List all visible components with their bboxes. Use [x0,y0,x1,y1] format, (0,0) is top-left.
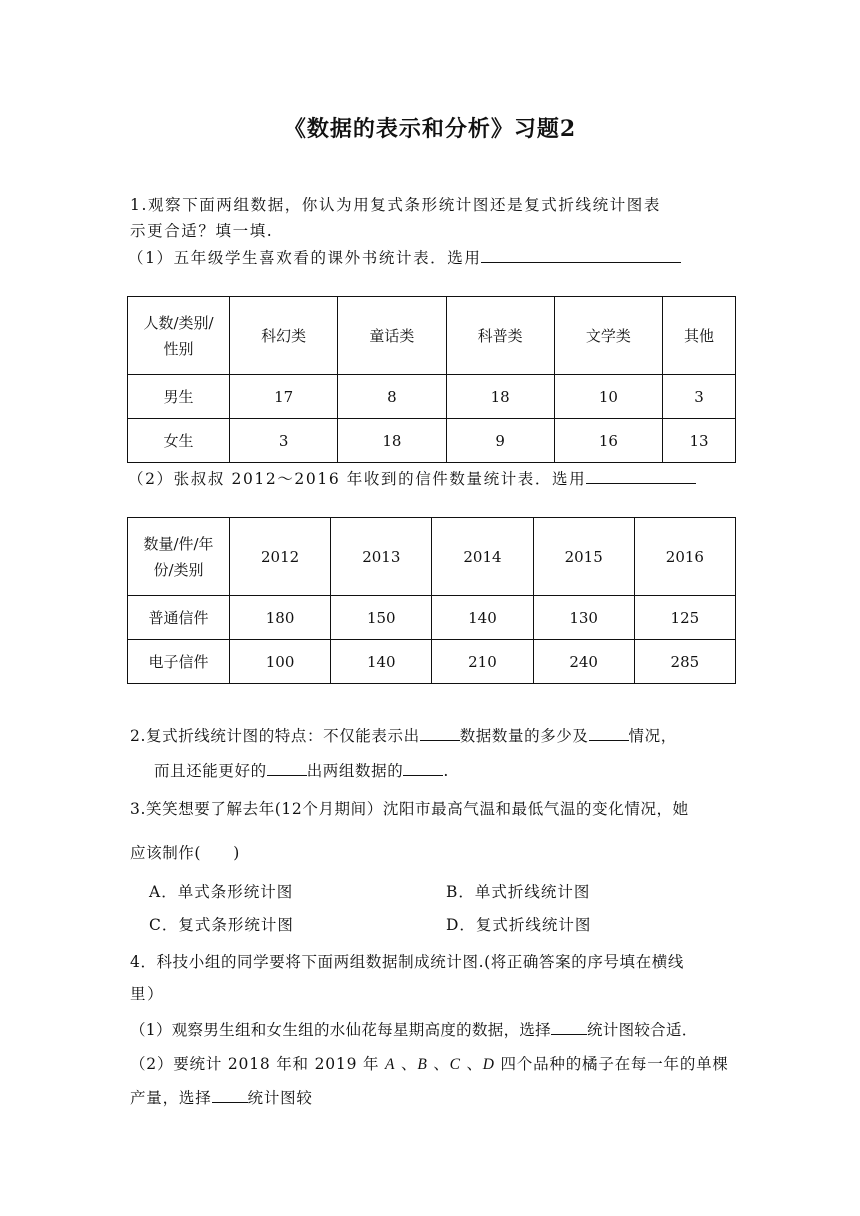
table2-cell: 180 [230,596,331,640]
q1-part1-text: （1）五年级学生喜欢看的课外书统计表．选用 [128,249,482,267]
q1-stem-line2: 示更合适？填一填. [130,222,274,240]
q4-part2: （2）要统计 2018 年和 2019 年 A 、B 、C 、D 四个品种的橘子在每一年的单棵 [130,1055,729,1073]
q2-blank-3[interactable] [267,759,307,776]
q2-blank-1[interactable] [420,724,460,741]
table-row [128,375,736,419]
table1-row-label: 女生 [128,419,230,463]
table1-col-header: 童话类 [338,297,446,375]
table2-cell: 210 [432,640,533,684]
q4-part3: 产量，选择 统计图较 [130,1085,313,1111]
table2-col-header: 2015 [533,518,634,596]
table2-col-header: 2014 [432,518,533,596]
table1-cell: 10 [554,375,662,419]
table1-col-header: 科幻类 [230,297,338,375]
table2-cell: 140 [432,596,533,640]
q1-table2 [127,517,736,684]
table2-cell: 285 [634,640,735,684]
q1-part1 [128,245,681,271]
table2-cell: 100 [230,640,331,684]
variety-c-label: C [449,1056,461,1073]
q3-option-c[interactable]: C．复式条形统计图 [149,916,294,934]
table-row [128,640,736,684]
q1-part2-answer-blank[interactable] [586,467,696,484]
q2-blank-4[interactable] [403,759,443,776]
table1-cell: 3 [230,419,338,463]
variety-d-label: D [482,1056,495,1073]
q4-part1: （1）观察男生组和女生组的水仙花每星期高度的数据，选择 统计图较合适． [130,1017,698,1043]
q2-blank-2[interactable] [589,724,629,741]
q3-option-a[interactable]: A．单式条形统计图 [149,883,294,901]
q1-part2 [128,466,696,492]
table2-row-label: 电子信件 [128,640,230,684]
q1-stem-line1: 1.观察下面两组数据，你认为用复式条形统计图还是复式折线统计图表 [130,196,661,214]
table1-cell: 18 [446,375,554,419]
variety-a-label: A [385,1056,396,1073]
q3-option-b[interactable]: B．单式折线统计图 [446,883,591,901]
table1-col-header: 科普类 [446,297,554,375]
table2-corner-header: 数量/件/年 份/类别 [128,518,230,596]
table-row [128,419,736,463]
page-title: 《数据的表示和分析》习题2 [283,116,577,142]
table-row [128,596,736,640]
table1-row-label: 男生 [128,375,230,419]
table2-col-header: 2013 [331,518,432,596]
q3-line1: 3.笑笑想要了解去年(12个月期间）沈阳市最高气温和最低气温的变化情况，她 [130,800,689,818]
q3-option-d[interactable]: D．复式折线统计图 [446,916,592,934]
table1-cell: 8 [338,375,446,419]
table2-cell: 125 [634,596,735,640]
q1-part2-text: （2）张叔叔 2012～2016 年收到的信件数量统计表．选用 [128,470,587,488]
q2-line1: 2.复式折线统计图的特点：不仅能表示出 数据数量的多少及 情况， [130,723,677,749]
table2-col-header: 2016 [634,518,735,596]
table1-cell: 3 [663,375,736,419]
table1-col-header: 文学类 [554,297,662,375]
table2-cell: 240 [533,640,634,684]
table2-col-header: 2012 [230,518,331,596]
table1-cell: 16 [554,419,662,463]
table1-cell: 17 [230,375,338,419]
table1-col-header: 其他 [663,297,736,375]
table1-cell: 13 [663,419,736,463]
table2-row-label: 普通信件 [128,596,230,640]
table1-corner-header: 人数/类别/ 性别 [128,297,230,375]
q3-line2: 应该制作( ) [130,844,240,862]
table2-cell: 130 [533,596,634,640]
q4-blank-2[interactable] [212,1086,248,1103]
q2-line2: 而且还能更好的 出两组数据的 . [154,758,449,784]
q4-line1: 4．科技小组的同学要将下面两组数据制成统计图.(将正确答案的序号填在横线 [130,953,684,971]
table2-cell: 140 [331,640,432,684]
q4-line2: 里） [130,985,165,1003]
table1-cell: 9 [446,419,554,463]
q1-table1 [127,296,736,463]
variety-b-label: B [417,1056,428,1073]
q4-blank-1[interactable] [551,1018,587,1035]
table1-cell: 18 [338,419,446,463]
q1-part1-answer-blank[interactable] [481,246,681,263]
table2-cell: 150 [331,596,432,640]
